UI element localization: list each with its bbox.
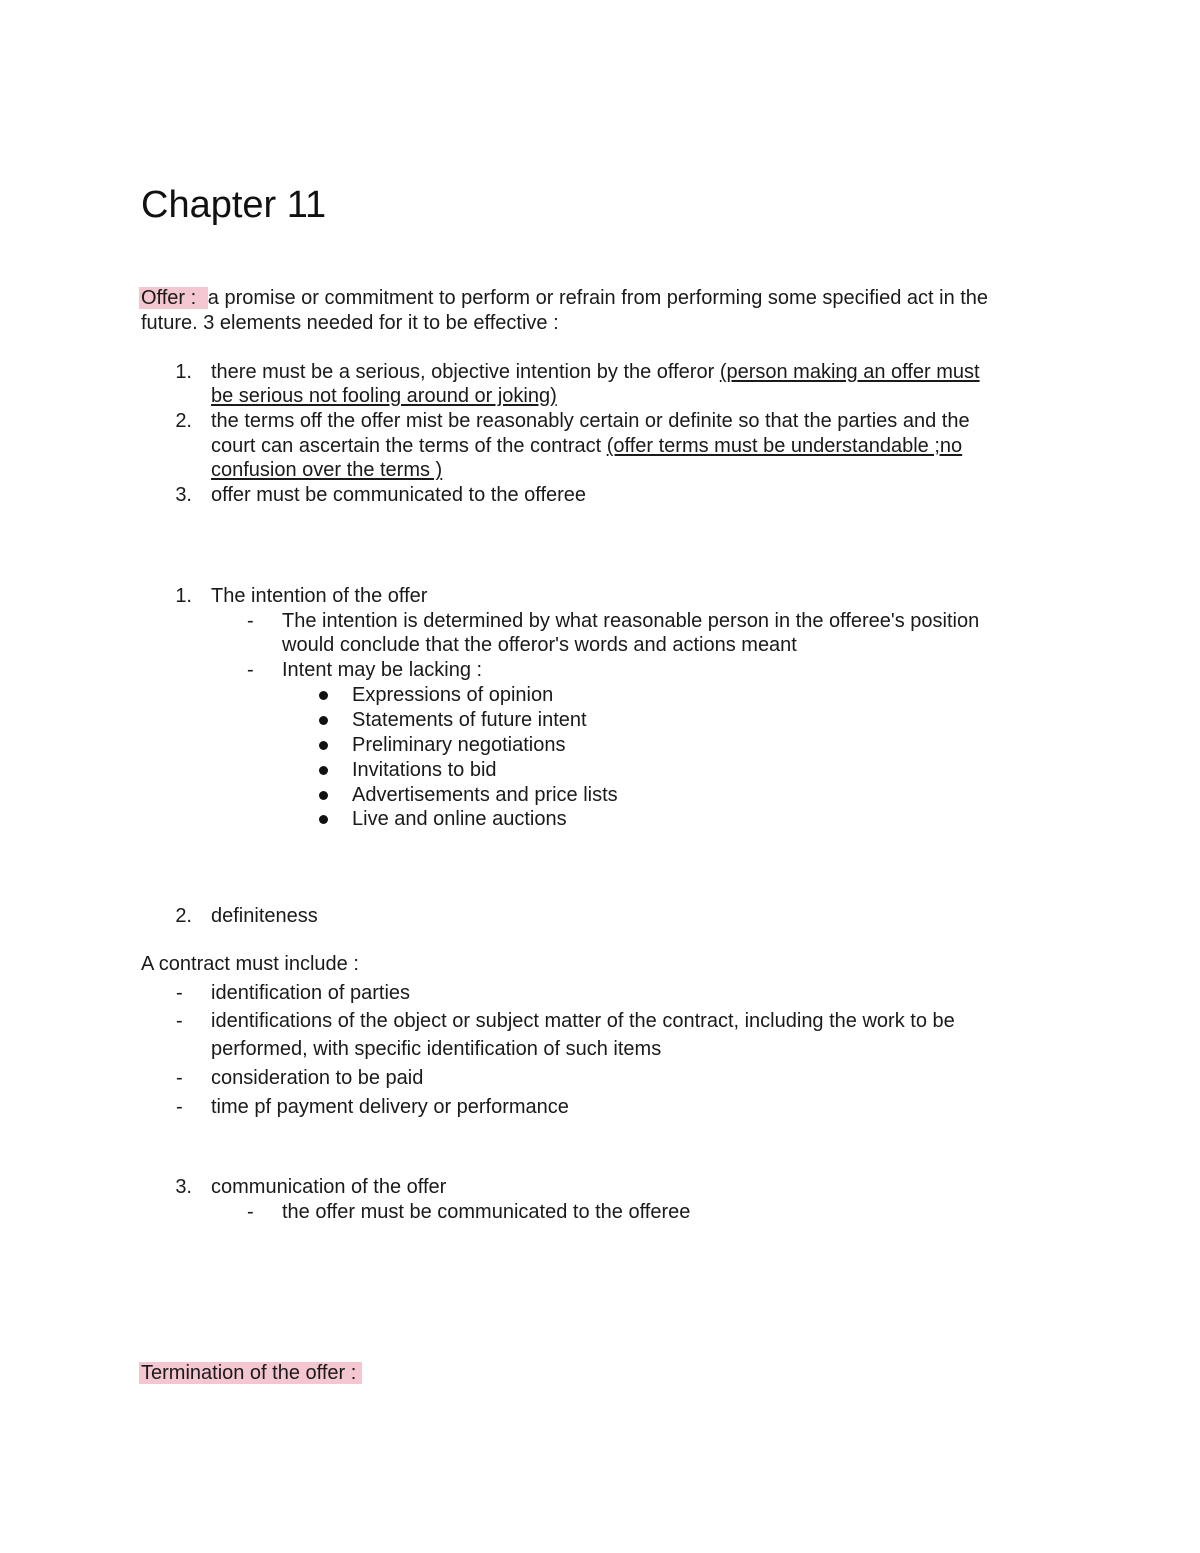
offer-label: Offer : [139,287,208,309]
bullet-icon [319,791,328,800]
list-item: consideration to be paid [211,1067,424,1089]
list-item: Invitations to bid [352,759,497,781]
element-1-note: (person making an offer must [719,361,980,383]
termination-heading [141,1361,362,1385]
dash-marker: - [247,659,254,681]
intention-heading: The intention of the offer [211,585,428,607]
intention-point2: Intent may be lacking : [282,659,483,681]
element-1-line1 [211,360,980,384]
list-item-continuation: performed, with specific identification of such items [211,1038,662,1060]
bullet-icon [319,691,328,700]
communication-point: the offer must be communicated to the offeree [282,1201,691,1223]
list-item: Statements of future intent [352,709,587,731]
list-item: identifications of the object or subject matter of the contract, including the work to be [211,1010,955,1032]
list-number: 2. [175,905,192,927]
list-number: 1. [175,361,192,383]
offer-definition-line2: future. 3 elements needed for it to be effective : [141,312,559,334]
bullet-icon [319,815,328,824]
list-item: Advertisements and price lists [352,784,618,806]
element-3-line1: offer must be communicated to the offeree [211,484,587,506]
element-2-line1: the terms off the offer mist be reasonably certain or definite so that the parties and the [211,410,970,432]
element-2-text: court can ascertain the terms of the contract [211,435,607,457]
termination-label: Termination of the offer : [139,1362,362,1384]
dash-marker: - [176,982,183,1004]
offer-definition-line1 [141,286,988,310]
list-number: 3. [175,1176,192,1198]
element-2-line2 [211,434,962,458]
bullet-icon [319,741,328,750]
contract-intro: A contract must include : [141,953,359,975]
list-item: identification of parties [211,982,411,1004]
dash-marker: - [176,1067,183,1089]
list-number: 1. [175,585,192,607]
dash-marker: - [176,1096,183,1118]
page-title: Chapter 11 [141,184,327,226]
dash-marker: - [176,1010,183,1032]
definiteness-heading: definiteness [211,905,318,927]
intention-point1-line1: The intention is determined by what reasonable person in the offeree's position [282,610,980,632]
bullet-icon [319,766,328,775]
element-2-line3: confusion over the terms ) [211,459,443,481]
element-1-line2: be serious not fooling around or joking) [211,385,557,407]
element-1-text: there must be a serious, objective intention by the offeror [211,361,720,383]
element-2-note: (offer terms must be understandable ;no [606,435,963,457]
dash-marker: - [247,1201,254,1223]
communication-heading: communication of the offer [211,1176,447,1198]
list-number: 2. [175,410,192,432]
offer-definition-text: a promise or commitment to perform or refrain from performing some specified act in the [207,287,989,309]
intention-point1-line2: would conclude that the offeror's words and actions meant [282,634,797,656]
dash-marker: - [247,610,254,632]
bullet-icon [319,716,328,725]
list-item: Expressions of opinion [352,684,554,706]
list-item: Preliminary negotiations [352,734,566,756]
list-item: time pf payment delivery or performance [211,1096,569,1118]
list-number: 3. [175,484,192,506]
list-item: Live and online auctions [352,808,567,830]
